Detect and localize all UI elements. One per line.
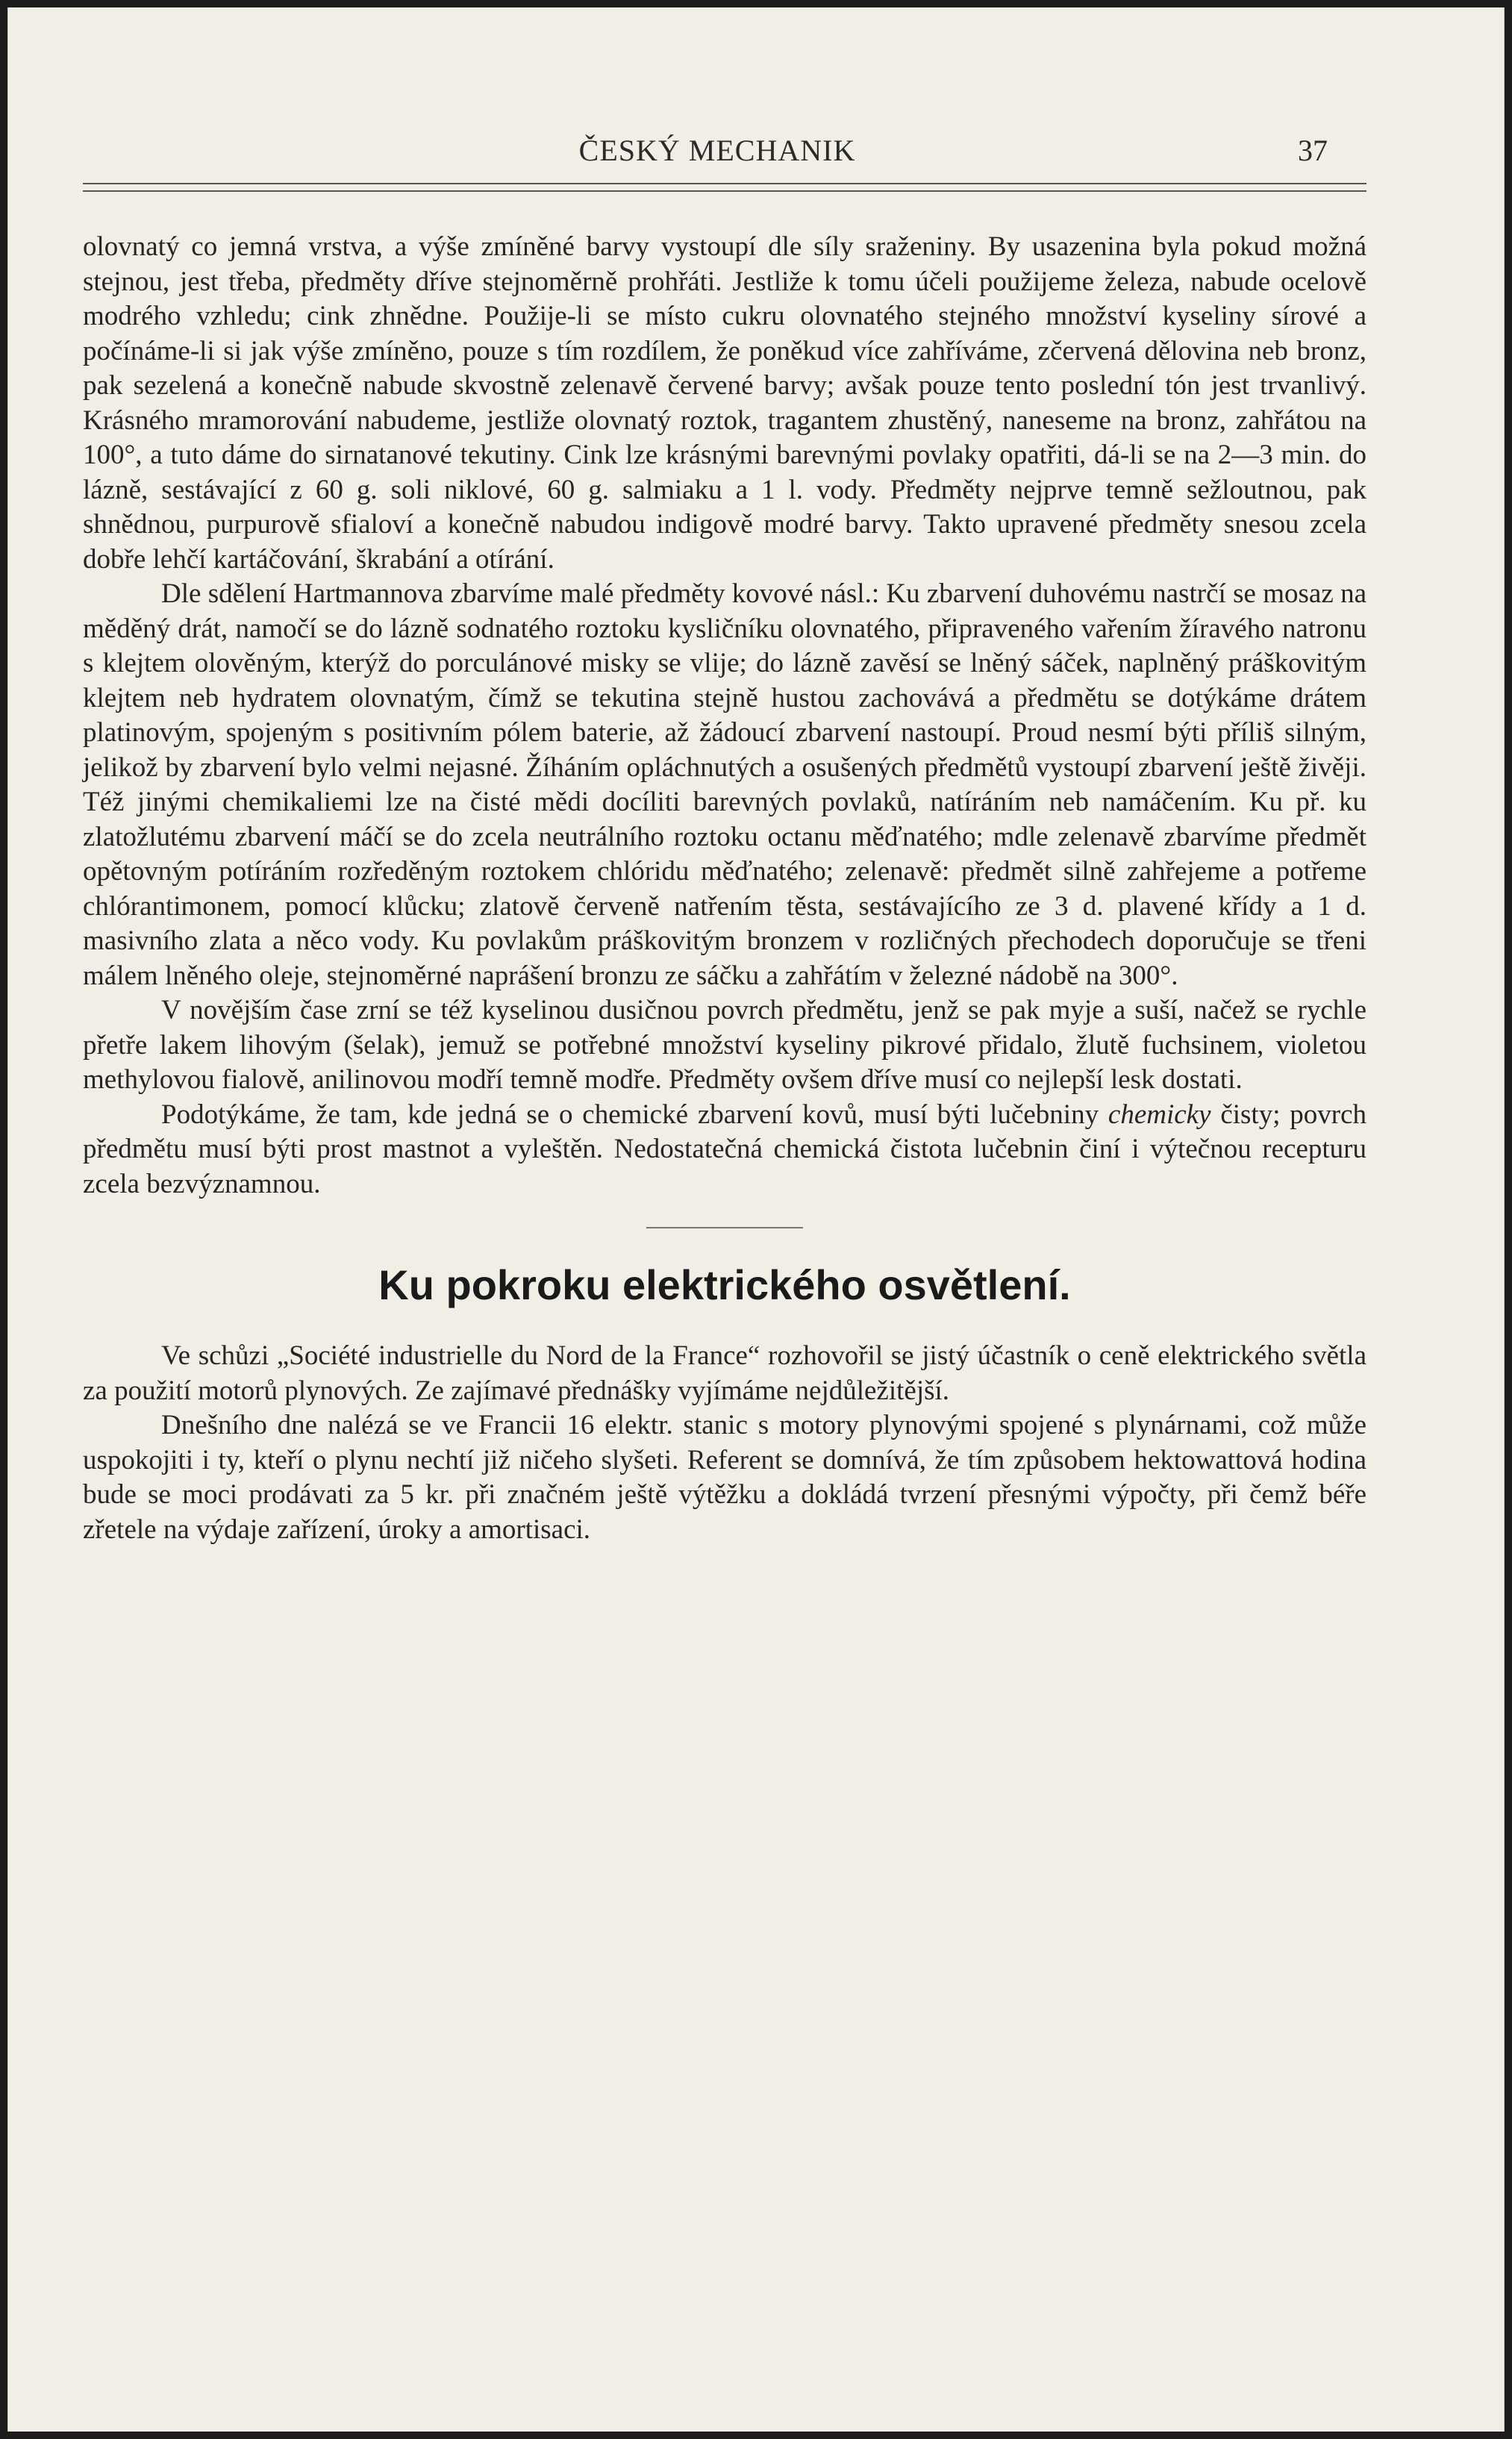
paragraph-stations: Dnešního dne nalézá se ve Francii 16 elektr. stanic s motory plynovými spojené s plynárnami, což může uspokojiti i ty, kteří o plynu nechtí již ničeho slyšeti. Referent se domnívá, že tím způsobem hektowattová hodina bude se moci prodávati za 5 kr. při značném ještě výtěžku a dokládá tvrzení přesnými výpočty, při čemž béře zřetele na výdaje zařízení, úroky a amortisaci. [83,1410,1366,1545]
paragraph-nitric-acid: V novějším čase zrní se též kyselinou dusičnou povrch předmětu, jenž se pak myje a suší, načež se rychle přetře lakem lihovým (šelak), jemuž se potřebné množství kyseliny pikrové přidalo, žlutě fuchsinem, violetou methylovou fialově, anilinovou modří temně modře. Předměty ovšem dříve musí co nejlepší lesk dostati. [83,995,1366,1095]
paragraph-hartmann: Dle sdělení Hartmannova zbarvíme malé předměty kovové násl.: Ku zbarvení duhovému nastrčí se mosaz na měděný drát, namočí se do lázně sodnatého roztoku kysličníku olovnatého, připraveného vařením žíravého natronu s klejtem olověným, kterýž do porculánové misky se vlije; do lázně zavěsí se lněný sáček, naplněný práškovitým klejtem neb hydratem olovnatým, čímž se tekutina stejně hustou zachovává a předmětu se dotýkáme drátem platinovým, spojeným s positivním pólem baterie, až žádoucí zbarvení nastoupí. Proud nesmí býti příliš silným, jelikož by zbarvení bylo velmi nejasné. Žíháním opláchnutých a osušených předmětů vystoupí zbarvení ještě živěji. Též jinými chemikaliemi lze na čisté mědi docíliti barevných povlaků, natíráním neb namáčením. Ku př. ku zlatožlutému zbarvení máčí se do zcela neutrálního roztoku octanu měďnatého; mdle zelenavě zbarvíme předmět opětovným potíráním rozředěným roztokem chlóridu měďnatého; zelenavě: předmět silně zahřejeme a potřeme chlórantimonem, pomocí klůcku; zlatově červeně natřením těsta, sestávajícího ze 3 d. plavené křídy a 1 d. masivního zlata a něco vody. Ku povlakům práškovitým bronzem v rozličných přechodech doporučuje se třeni málem lněného oleje, stejnoměrné naprášení bronzu ze sáčku a zahřátím v železné nádobě na 300°. [83,578,1366,991]
paragraph-chemical-purity [83,1098,1366,1202]
running-header [83,133,1352,178]
emphasized-word: chemicky [1108,1099,1211,1130]
paragraph-continuation: olovnatý co jemná vrstva, a výše zmíněné barvy vystoupí dle síly sraženiny. By usazenina byla pokud možná stejnou, jest třeba, předměty dříve stejnoměrně prohřáti. Jestliže k tomu účeli použijeme železa, nabude ocelově modrého vzhledu; cink zhnědne. Použije-li se místo cukru olovnatého stejného množství kyseliny sírové a počínáme-li si jak výše zmíněno, pouze s tím rozdílem, že poněkud více zahříváme, zčervená dělovina neb bronz, pak sezelená a konečně nabude skvostně zelenavě červené barvy; avšak pouze tento poslední tón jest trvanlivý. Krásného mramorování nabudeme, jestliže olovnatý roztok, tragantem zhustěný, naneseme na bronz, zahřátou na 100°, a tuto dáme do sirnatanové tekutiny. Cink lze krásnými barevnými povlaky opatřiti, dá-li se na 2—3 min. do lázně, sestávající z 60 g. soli niklové, 60 g. salmiaku a 1 l. vody. Předměty nejprve temně sežloutnou, pak shnědnou, purpurově sfialoví a konečně nabudou indigově modré barvy. Takto upravené předměty snesou zcela dobře lehčí kartáčování, škrabání a otírání. [83,231,1366,575]
page-number: 37 [1298,134,1328,167]
purity-text-start: Podotýkáme, že tam, kde jedná se o chemické zbarvení kovů, musí býti lučebniny [161,1099,1099,1130]
page-content [83,230,1366,1547]
paragraph-societe: Ve schůzi „Société industrielle du Nord de la France“ rozhovořil se jistý účastník o ceně elektrického světla za použití motorů plynových. Ze zajímavé přednášky vyjímáme nejdůležitější. [83,1340,1366,1406]
page [7,7,1505,2432]
journal-title: ČESKÝ MECHANIK [578,134,856,167]
section-heading: Ku pokroku elektrického osvětlení. [378,1261,1071,1308]
purity-text-end: čisty; povrch předmětu musí býti prost mastnot a vyleštěn. Nedostatečná chemická čistota lučebnin činí i výtečnou recepturu zcela bezvýznamnou. [83,1099,1367,1199]
section-divider [646,1227,803,1228]
header-double-rule [83,183,1366,192]
